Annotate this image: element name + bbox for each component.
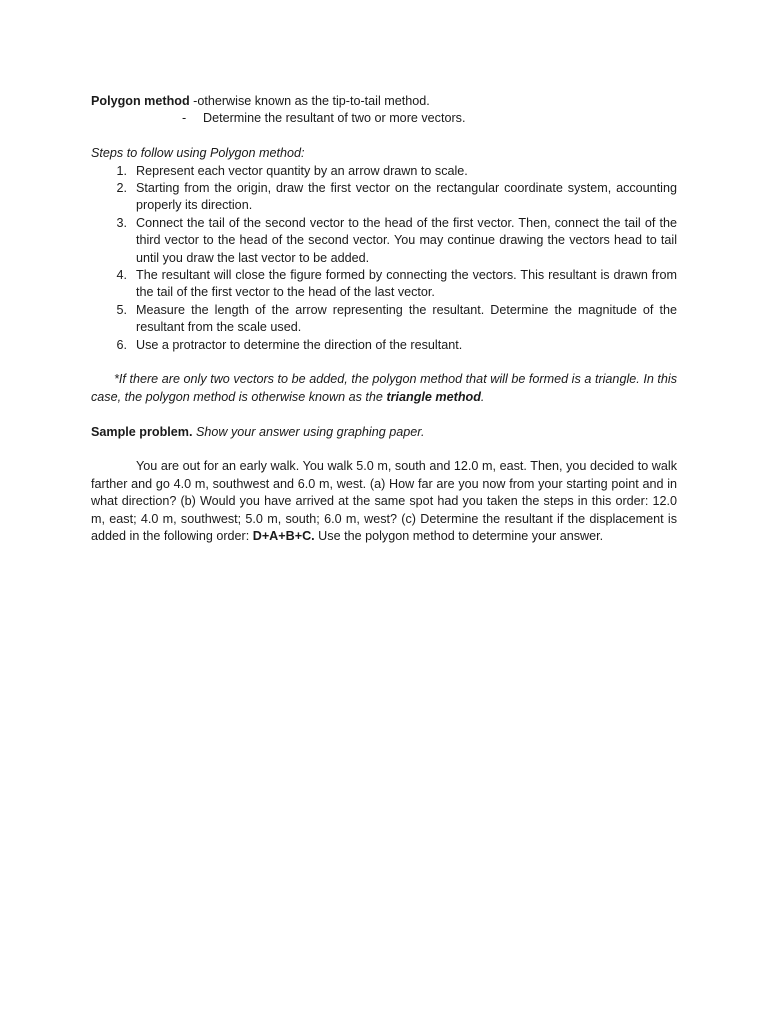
step-item	[91, 267, 677, 302]
definition-line	[91, 93, 677, 110]
definition-subitem	[91, 110, 677, 127]
problem-order: D+A+B+C.	[252, 529, 315, 544]
step-number: 1.	[116, 163, 127, 178]
definition-subtext: Determine the resultant of two or more vectors.	[203, 111, 466, 126]
definition-text: -otherwise known as the tip-to-tail method.	[189, 94, 430, 108]
problem-paragraph	[91, 458, 677, 545]
note-end: .	[480, 389, 485, 404]
step-item	[91, 302, 677, 337]
problem-end: Use the polygon method to determine your answer.	[314, 529, 604, 544]
step-item	[91, 180, 677, 215]
step-text: Connect the tail of the second vector to the head of the first vector. Then, connect the tail of the third vector to the head of the second vector. You may continue drawing the vectors head to tail until you draw the last vector to be added.	[136, 215, 677, 265]
step-text: Starting from the origin, draw the first vector on the rectangular coordinate system, accounting properly its direction.	[136, 181, 677, 213]
note-bold-term: triangle method	[386, 389, 481, 404]
triangle-note	[91, 371, 677, 406]
steps-list	[91, 163, 677, 354]
step-number: 4.	[116, 268, 127, 283]
definition-dash: -	[182, 111, 187, 126]
sample-label: Sample problem.	[91, 424, 193, 439]
step-number: 6.	[116, 337, 127, 352]
step-text: Measure the length of the arrow representing the resultant. Determine the magnitude of the resultant from the scale used.	[136, 302, 677, 335]
step-text: The resultant will close the figure formed by connecting the vectors. This resultant is drawn from the tail of the first vector to the head of the last vector.	[136, 268, 677, 300]
steps-title: Steps to follow using Polygon method:	[91, 146, 305, 161]
step-item	[91, 163, 677, 180]
sample-heading	[91, 424, 677, 441]
definition-term: Polygon method	[91, 94, 190, 108]
sample-instruction: Show your answer using graphing paper.	[192, 424, 425, 439]
problem-text: You are out for an early walk. You walk 5.0 m, south and 12.0 m, east. Then, you decided to walk farther and go 4.0 m, southwest and 6.0 m, west. (a) How far are you now from your starting point and in what direction? (b) Would you have arrived at the same spot had you taken the steps in this order: 12.0 m, east; 4.0 m, southwest; 5.0 m, south; 6.0 m, west? (c) Determine the resultant if the displacement is added in the following order:	[91, 459, 677, 544]
step-text: Represent each vector quantity by an arrow drawn to scale.	[136, 163, 468, 178]
step-number: 3.	[116, 215, 127, 230]
document-page	[91, 93, 677, 546]
note-text: *If there are only two vectors to be added, the polygon method that will be formed is a triangle. In this case, the polygon method is otherwise known as the	[91, 372, 677, 404]
step-item	[91, 215, 677, 267]
step-number: 5.	[116, 302, 127, 317]
step-item	[91, 337, 677, 354]
step-number: 2.	[116, 181, 127, 196]
step-text: Use a protractor to determine the direction of the resultant.	[136, 337, 463, 352]
